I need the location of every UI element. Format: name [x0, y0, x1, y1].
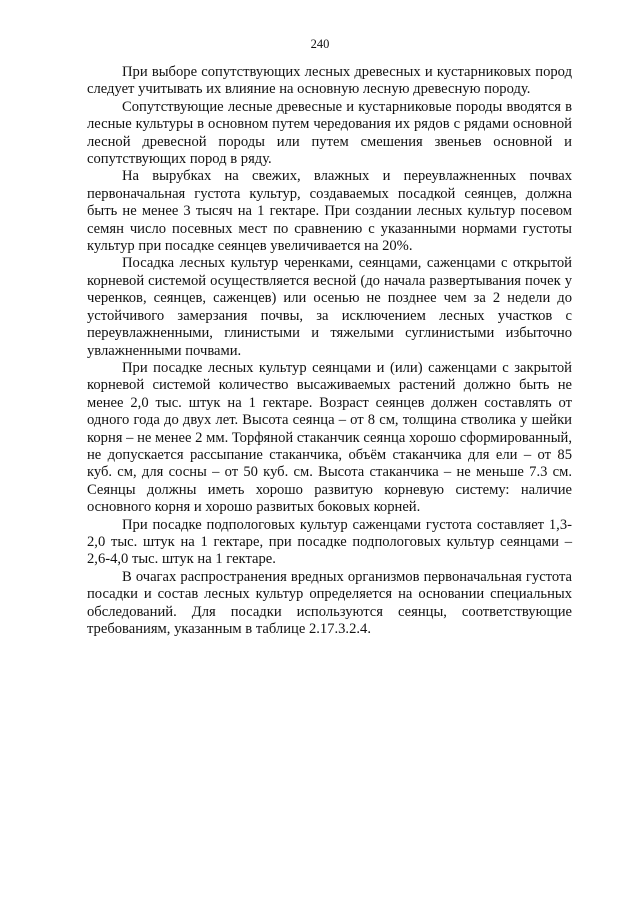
paragraph-planting-pattern: Сопутствующие лесные древесные и кустарниковые породы вводятся в лесные культуры в основном путем чередования их рядов с рядами основной лесной древесной породы или путем смешения звеньев основной и сопутствующих пород в ряду.	[87, 98, 572, 168]
page-number: 240	[310, 37, 330, 51]
paragraph-pest-foci: В очагах распространения вредных организмов первоначальная густота посадки и состав лесных культур определяется на основании специальных обследований. Для посадки используются сеянцы, соответствующие требованиям, указанным в таблице 2.17.3.2.4.	[87, 568, 572, 637]
paragraph-initial-density: На вырубках на свежих, влажных и переувлажненных почвах первоначальная густота культур, создаваемых посадкой сеянцев, должна быть не менее 3 тысяч на 1 гектаре. При создании лесных культур посевом семян число посевных мест по сравнению с указанными нормами густоты культур при посадке сеянцев увеличивается на 20%.	[87, 168, 572, 255]
paragraph-companion-species: При выборе сопутствующих лесных древесных и кустарниковых пород следует учитывать их влияние на основную лесную древесную породу.	[87, 64, 572, 98]
paragraph-understory-cultures: При посадке подпологовых культур саженцами густота составляет 1,3-2,0 тыс. штук на 1 гектаре, при посадке подпологовых культур сеянцами – 2,6-4,0 тыс. штук на 1 гектаре.	[87, 516, 572, 568]
paragraph-closed-root-seedlings: При посадке лесных культур сеянцами и (или) саженцами с закрытой корневой системой количество высаживаемых растений должно быть не менее 2,0 тыс. штук на 1 гектаре. Возраст сеянцев должен составлять от одного года до двух лет. Высота сеянца – от 8 см, толщина стволика у шейки корня – не менее 2 мм. Торфяной стаканчик сеянца хорошо сформированный, не допускается рассыпание стаканчика, объём стаканчика для ели – от 85 куб. см, для сосны – от 50 куб. см. Высота стаканчика – не меньше 7.3 см. Сеянцы должны иметь хорошо развитую корневую систему: наличие основного корня и хорошо развитых боковых корней.	[87, 359, 572, 516]
paragraph-planting-season: Посадка лесных культур черенками, сеянцами, саженцами с открытой корневой системой осуществляется весной (до начала развертывания почек у черенков, сеянцев, саженцев) или осенью не позднее чем за 2 недели до устойчивого замерзания почвы, за исключением лесных участков с переувлажненными, глинистыми и тяжелыми суглинистыми избыточно увлажненными почвами.	[87, 255, 572, 359]
document-body	[87, 64, 572, 638]
